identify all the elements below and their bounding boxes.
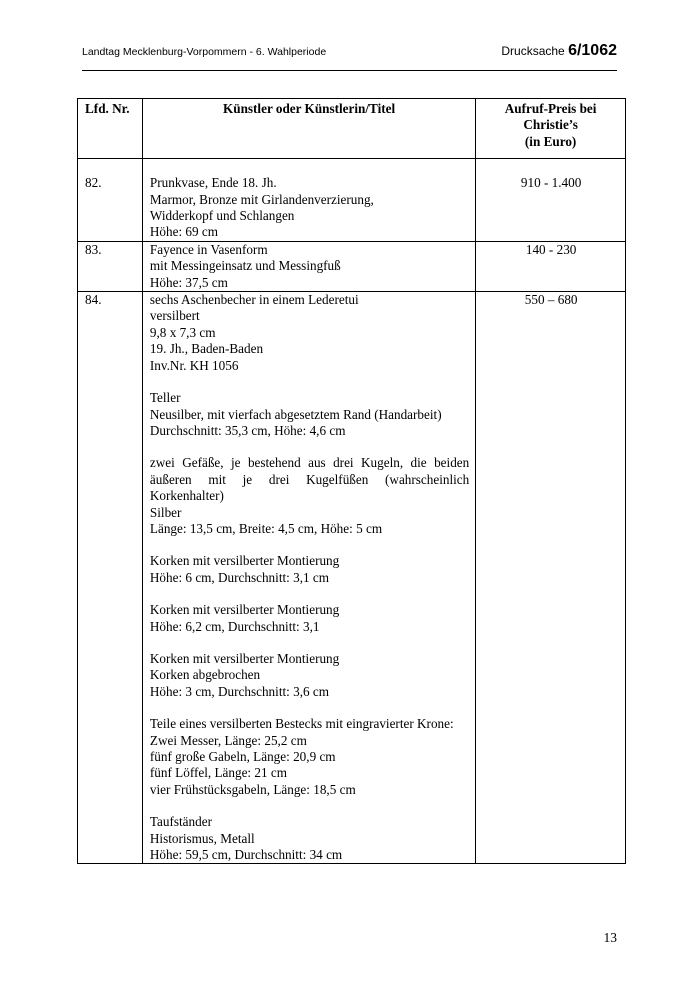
item-line: Marmor, Bronze mit Girlandenverzierung, xyxy=(149,191,374,207)
item-line: sechs Aschenbecher in einem Lederetui xyxy=(149,292,359,308)
header-price xyxy=(476,99,626,159)
item-line: Höhe: 6 cm, Durchschnitt: 3,1 cm xyxy=(149,569,329,585)
item-line: fünf große Gabeln, Länge: 20,9 cm xyxy=(149,749,336,764)
item-line: Widderkopf und Schlangen xyxy=(149,208,295,224)
item-line: mit Messingeinsatz und Messingfuß xyxy=(149,258,341,274)
header-document-label: Drucksache xyxy=(501,44,565,58)
row-number: 83. xyxy=(78,241,143,291)
item-line: Inv.Nr. KH 1056 xyxy=(149,357,239,373)
header-title: Künstler oder Künstlerin/Titel xyxy=(142,99,475,159)
item-line: Länge: 13,5 cm, Breite: 4,5 cm, Höhe: 5 cm xyxy=(149,520,383,536)
row-description xyxy=(142,241,475,291)
row-price: 550 – 680 xyxy=(476,292,626,864)
item-line: Höhe: 69 cm xyxy=(149,224,219,240)
page-header xyxy=(82,40,617,71)
header-parliament: Landtag Mecklenburg-Vorpommern - 6. Wahlperiode xyxy=(82,46,327,58)
item-block xyxy=(150,292,469,374)
table-row xyxy=(78,292,626,864)
item-line: 9,8 x 7,3 cm xyxy=(149,324,216,340)
item-line: Teller xyxy=(149,390,181,406)
row-price: 910 - 1.400 xyxy=(476,159,626,242)
item-line: fünf Löffel, Länge: 21 cm xyxy=(149,765,287,781)
header-lfd-nr: Lfd. Nr. xyxy=(78,99,143,159)
item-block xyxy=(150,602,469,635)
item-block xyxy=(150,455,469,537)
item-line: Höhe: 59,5 cm, Durchschnitt: 34 cm xyxy=(149,847,343,863)
header-document-ref xyxy=(501,42,617,60)
item-line: Durchschnitt: 35,3 cm, Höhe: 4,6 cm xyxy=(149,422,346,438)
row-description xyxy=(142,292,475,864)
header-price-line: Aufruf-Preis bei xyxy=(504,101,597,116)
item-line: zwei Gefäße, je bestehend aus drei Kugeln, die beiden äußeren mit je drei Kugelfüßen (wahrscheinlich Korkenhalter) xyxy=(149,455,470,504)
row-description xyxy=(142,159,475,242)
item-block xyxy=(150,553,469,586)
item-line: Taufständer xyxy=(149,814,212,830)
item-line: 19. Jh., Baden-Baden xyxy=(149,341,264,357)
item-block xyxy=(150,651,469,700)
item-line: Höhe: 6,2 cm, Durchschnitt: 3,1 xyxy=(149,618,320,634)
item-line: Silber xyxy=(149,504,182,520)
item-line: Korken abgebrochen xyxy=(149,667,261,683)
row-price: 140 - 230 xyxy=(476,241,626,291)
item-line: Prunkvase, Ende 18. Jh. xyxy=(149,175,277,191)
items-table xyxy=(77,98,626,864)
item-line: versilbert xyxy=(149,308,200,324)
item-block xyxy=(150,814,469,863)
item-line: Höhe: 3 cm, Durchschnitt: 3,6 cm xyxy=(149,683,329,699)
item-line: Historismus, Metall xyxy=(149,830,255,846)
item-line: Korken mit versilberter Montierung xyxy=(149,602,340,618)
item-line: Korken mit versilberter Montierung xyxy=(149,650,340,666)
item-line: vier Frühstücksgabeln, Länge: 18,5 cm xyxy=(149,781,356,797)
header-price-line: (in Euro) xyxy=(524,133,577,149)
item-line: Korken mit versilberter Montierung xyxy=(149,553,340,569)
item-block xyxy=(150,716,469,798)
header-document-number: 6/1062 xyxy=(568,42,617,59)
row-number: 82. xyxy=(78,159,143,242)
item-line: Fayence in Vasenform xyxy=(149,241,268,257)
table-row xyxy=(78,241,626,291)
item-line: Zwei Messer, Länge: 25,2 cm xyxy=(149,732,307,748)
header-price-line: Christie’s xyxy=(523,117,578,133)
page-number: 13 xyxy=(603,930,617,945)
item-line: Höhe: 37,5 cm xyxy=(149,274,228,290)
table-header-row xyxy=(78,99,626,159)
item-block xyxy=(150,390,469,439)
item-line: Neusilber, mit vierfach abgesetztem Rand (Handarbeit) xyxy=(149,406,442,422)
table-row xyxy=(78,159,626,242)
item-block xyxy=(150,175,469,241)
row-number: 84. xyxy=(78,292,143,864)
item-block xyxy=(150,242,469,291)
item-line: Teile eines versilberten Bestecks mit eingravierter Krone: xyxy=(149,716,454,732)
